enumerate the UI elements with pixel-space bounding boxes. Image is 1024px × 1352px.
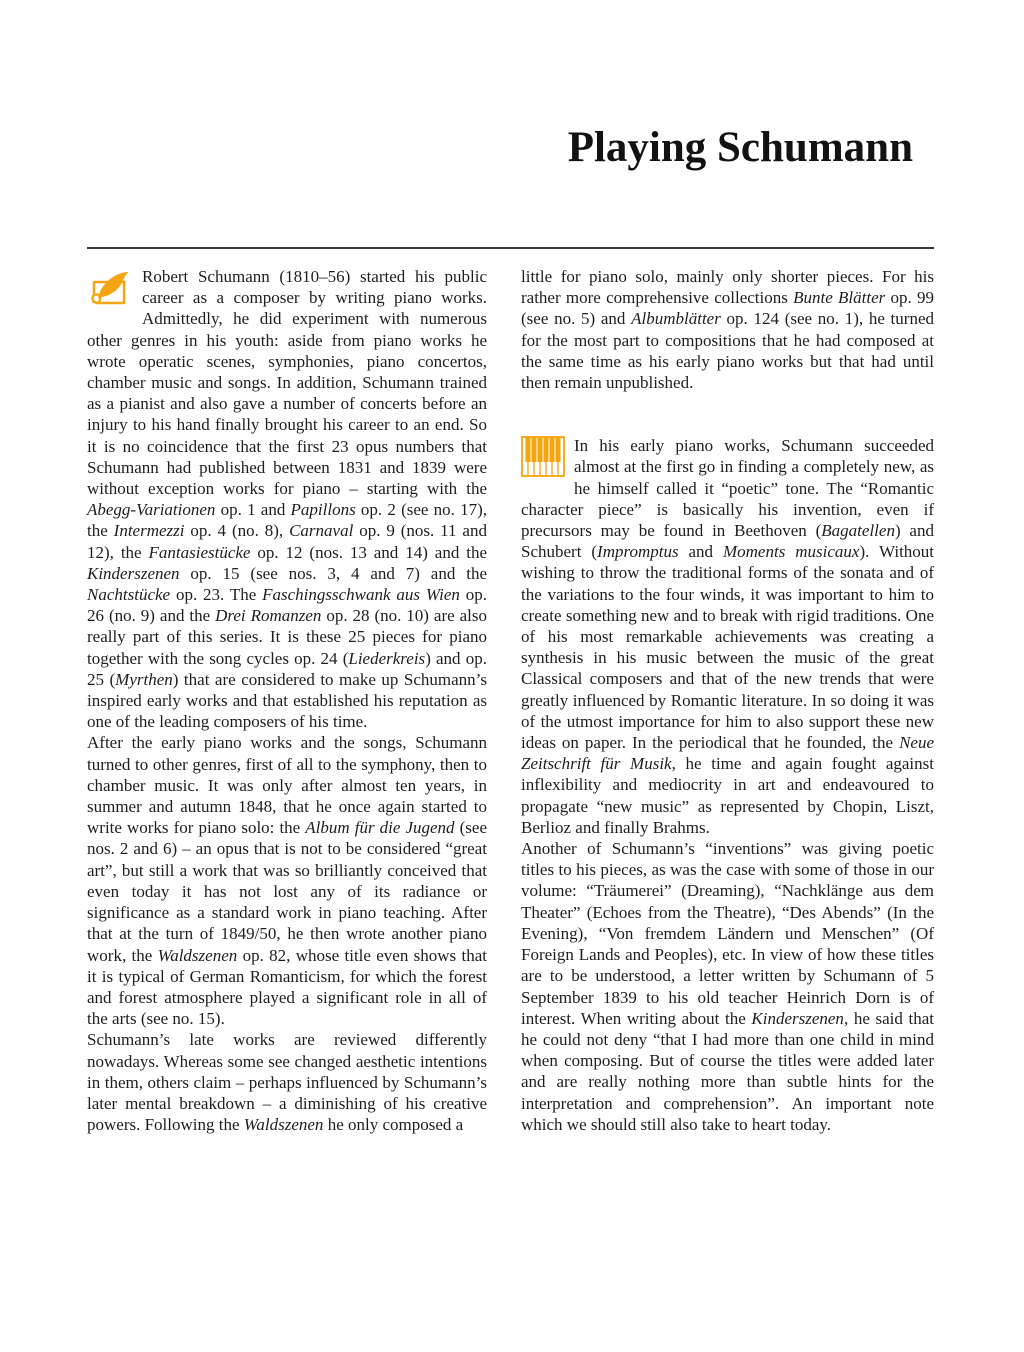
title-rule — [87, 247, 934, 249]
paragraph — [87, 732, 487, 1029]
left-column — [87, 266, 487, 1135]
page-title: Playing Schumann — [567, 124, 913, 171]
piano-keys-icon — [521, 436, 565, 477]
paragraph — [87, 1029, 487, 1135]
paragraph-text: After the early piano works and the songs, Schumann turned to other genres, first of all to the symphony, then to chamber music. It was only after almost ten years, in summer and autumn 1848, that he once again started to write works for piano solo: the Album für die Jugend (see nos. 2 and 6) – an opus that is not to be considered “great art”, but still a work that was so brilliantly conceived that even today it has not lost any of its radiance or significance as a standard work in piano teaching. After that at the turn of 1849/50, he then wrote another piano work, the Waldszenen op. 82, whose title even shows that it is typical of German Romanticism, for which the forest and forest atmosphere played a significant role in all of the arts (see no. 15). — [87, 733, 487, 1029]
paragraph — [521, 435, 934, 838]
paragraph-text: Robert Schumann (1810–56) started his public career as a composer by writing piano works. Admittedly, he did experiment with numerous other genres in his youth: aside from piano works he wrote operatic scenes, symphonies, piano concertos, chamber music and songs. In addition, Schumann trained as a pianist and also gave a number of concerts before an injury to his hand finally brought his career to an end. So it is no coincidence that the first 23 opus numbers that Schumann had published between 1831 and 1839 were without exception works for piano – starting with the Abegg-Variationen op. 1 and Papillons op. 2 (see no. 17), the Intermezzi op. 4 (no. 8), Carnaval op. 9 (nos. 11 and 12), the Fantasiestücke op. 12 (nos. 13 and 14) and the Kinderszenen op. 15 (see nos. 3, 4 and 7) and the Nachtstücke op. 23. The Faschingsschwank aus Wien op. 26 (no. 9) and the Drei Romanzen op. 28 (no. 10) are also really part of this series. It is these 25 pieces for piano together with the song cycles op. 24 (Liederkreis) and op. 25 (Myrthen) that are considered to make up Schumann’s inspired early works and that established his reputation as one of the leading composers of his time. — [87, 267, 487, 732]
section-early-piano-works — [521, 435, 934, 1135]
paragraph-text: Another of Schumann’s “inventions” was giving poetic titles to his pieces, as was the case with some of those in our volume: “Träumerei” (Dreaming), “Nachklänge aus dem Theater” (Echoes from the Theatre), “Des Abends” (In the Evening), “Von fremdem Ländern und Menschen” (Of Foreign Lands and Peoples), etc. In view of how these titles are to be understood, a letter written by Schumann of 5 September 1839 to his old teacher Heinrich Dorn is of interest. When writing about the Kinderszenen, he said that he could not deny “that I had more than one child in mind when composing. But of course the titles were added later and are really nothing more than subtle hints for the interpretation and comprehension”. An important note which we should still also take to heart today. — [521, 839, 935, 1134]
paragraph — [521, 266, 934, 393]
paragraph — [521, 838, 934, 1135]
quill-icon — [87, 267, 133, 313]
paragraph-text: little for piano solo, mainly only shorter pieces. For his rather more comprehensive collections Bunte Blätter op. 99 (see no. 5) and Albumblätter op. 124 (see no. 1), he turned for the most part to compositions that he had composed at the same time as his early piano works but that had until then remain unpublished. — [521, 267, 934, 393]
paragraph — [87, 266, 487, 732]
paragraph-text: In his early piano works, Schumann succeeded almost at the first go in finding a completely new, as he himself called it “poetic” tone. The “Romantic character piece” is basically his invention, even if precursors may be found in Beethoven (Bagatellen) and Schubert (Impromptus and Moments musicaux). Without wishing to throw the traditional forms of the sonata and of the variations to the four winds, it was important to him to create something new and to break with rigid traditions. One of his most remarkable achievements was creating a synthesis in his music between the music of the great Classical composers and that of the new trends that were greatly influenced by Romantic literature. In so doing it was of the utmost importance for him to also support these new ideas on paper. In the periodical that he founded, the Neue Zeitschrift für Musik, he time and again fought against inflexibility and mediocrity in art and endeavoured to propagate “new music” as represented by Chopin, Liszt, Berlioz and finally Brahms. — [521, 436, 935, 837]
right-column — [521, 266, 934, 1135]
paragraph-text: Schumann’s late works are reviewed differently nowadays. Whereas some see changed aesthetic intentions in them, others claim – perhaps influenced by Schumann’s later mental breakdown – a diminishing of his creative powers. Following the Waldszenen he only composed a — [87, 1030, 487, 1135]
